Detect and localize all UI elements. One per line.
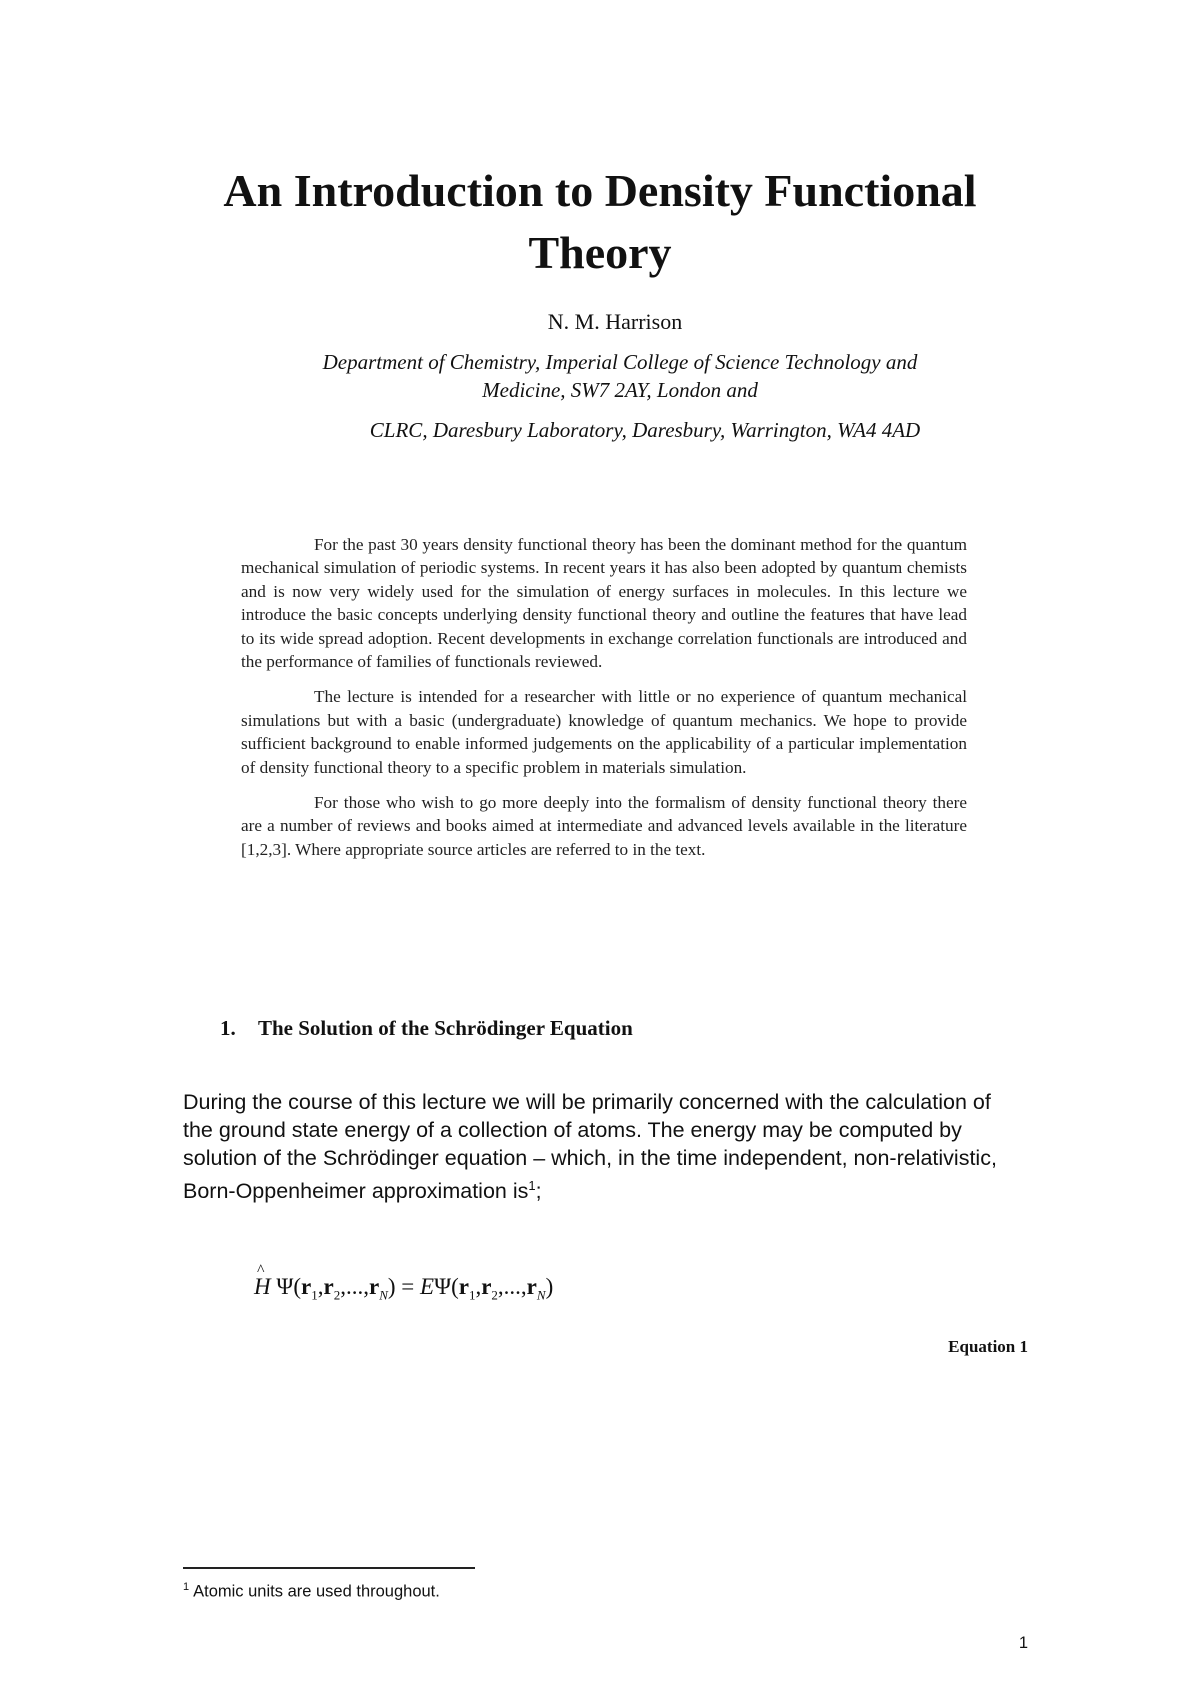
footnote-text: Atomic units are used throughout. [193,1582,440,1601]
hamiltonian-operator [254,1262,271,1302]
footnote [183,1576,440,1603]
body-paragraph [183,1088,1008,1205]
psi-symbol: Ψ [434,1274,452,1299]
comma: , [317,1274,324,1299]
paren-close: ) [545,1274,554,1299]
section-title: The Solution of the Schrödinger Equation [258,1016,633,1040]
subscript-2: 2 [333,1287,341,1303]
equation-label: Equation 1 [948,1337,1028,1356]
paren-open: ( [293,1274,302,1299]
paper-title [0,160,1200,284]
ellipsis: ..., [345,1274,369,1299]
title-line-1: An Introduction to Density Functional [223,165,977,216]
hat-symbol: ^ [257,1262,265,1279]
affiliation-1 [55,348,1185,404]
affiliation-1-line-1: Department of Chemistry, Imperial College of Science Technology and [322,350,918,374]
body-text-tail: ; [535,1179,542,1204]
footnote-reference: 1 [528,1178,536,1193]
energy-symbol: E [420,1274,435,1299]
position-r2: r [323,1274,334,1299]
comma: , [340,1274,346,1299]
abstract-paragraph-1: For the past 30 years density functional theory has been the dominant method for the quantum mechanical simulation of periodic systems. In recent years it has also been adopted by quantum chemists and is now very widely used for the simulation of energy surfaces in molecules. In this lecture we introduce the basic concepts underlying density functional theory and outline the features that have lead to its wide spread adoption. Recent developments in exchange correlation functionals are introduced and the performance of families of functionals reviewed. [241,535,967,672]
subscript-1: 1 [468,1287,476,1303]
footnote-divider [183,1567,475,1569]
footnote-mark: 1 [183,1581,190,1593]
equals-sign: = [395,1274,421,1299]
paren-open: ( [451,1274,459,1299]
operator-symbol: H [254,1274,271,1299]
position-r1: r [301,1274,312,1299]
psi-symbol: Ψ [276,1274,294,1299]
body-text: During the course of this lecture we will be primarily concerned with the calculation of the ground state energy of a collection of atoms. The energy may be computed by solution of the Schrödinger equation – which, in the time independent, non-relativistic, Born-Oppenheimer approximation is [183,1090,997,1204]
paren-close: ) [387,1274,396,1299]
section-number: 1. [220,1016,236,1040]
title-line-2: Theory [528,227,672,278]
abstract-paragraph-2: The lecture is intended for a researcher with little or no experience of quantum mechanical simulations but with a basic (undergraduate) knowledge of quantum mechanics. We hope to provide sufficient background to enable informed judgements on the applicability of a particular implementation of density functional theory to a specific problem in materials simulation. [241,687,967,777]
comma: , [497,1274,504,1299]
abstract [241,533,967,873]
abstract-paragraph-3: For those who wish to go more deeply into the formalism of density functional theory there are a number of reviews and books aimed at intermediate and advanced levels available in the literature [1,2,3]. Where appropriate source articles are referred to in the text. [241,793,967,859]
affiliation-1-line-2: Medicine, SW7 2AY, London and [482,378,758,402]
ellipsis: ..., [503,1274,527,1299]
position-r1: r [458,1274,469,1299]
comma: , [475,1274,482,1299]
subscript-2: 2 [491,1287,498,1303]
author-name: N. M. Harrison [547,309,683,334]
affiliation-2: CLRC, Daresbury Laboratory, Daresbury, Warrington, WA4 4AD [369,418,921,442]
subscript-1: 1 [311,1287,318,1303]
position-rN: r [368,1274,380,1299]
section-heading [220,1014,633,1042]
subscript-N: N [536,1287,546,1303]
subscript-N: N [379,1287,388,1303]
position-r2: r [481,1274,492,1299]
page-number: 1 [1018,1634,1028,1652]
equation-1 [254,1262,554,1311]
position-rN: r [526,1274,537,1299]
